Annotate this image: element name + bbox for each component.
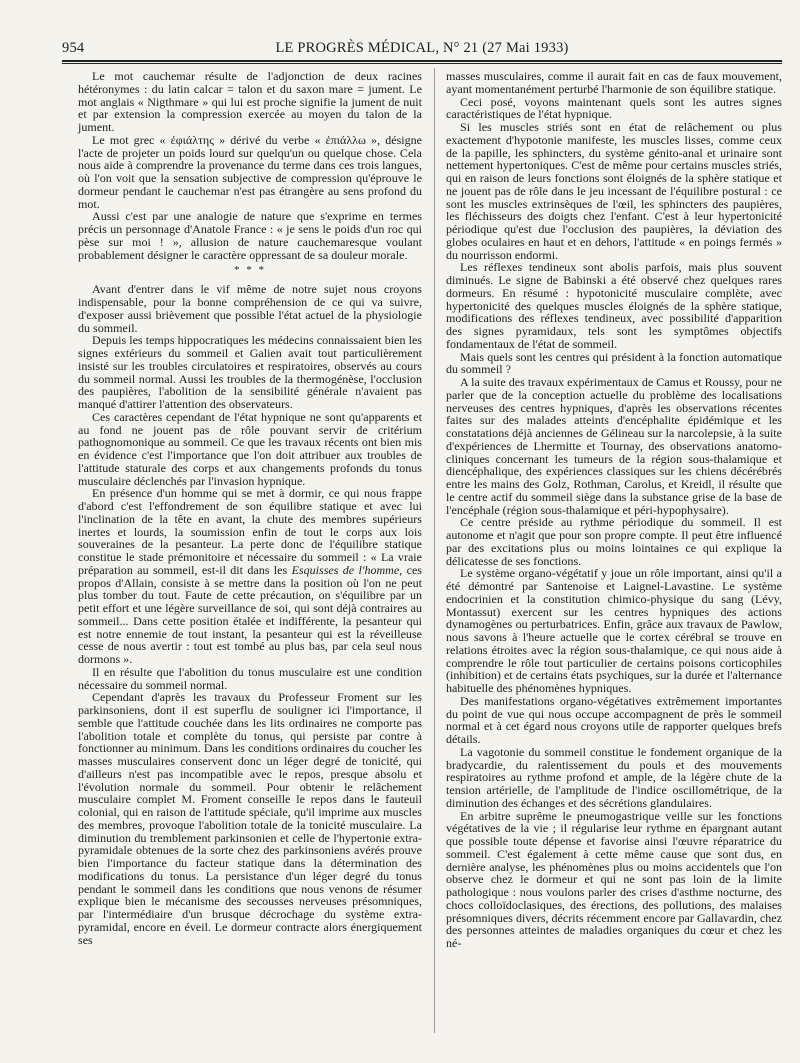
- paragraph-anatole-france: Aussi c'est par une analogie de nature que s'exprime en termes précis un personnage d'Anatole France : « je sens le poids d'un roc qui pèse sur moi ! », allusion de nature cauchemaresque voulant probablement désigner le caractère oppressant de sa douleur morale.: [78, 209, 422, 262]
- paragraph-equilibrium-text: En présence d'un homme qui se met à dormir, ce qui nous frappe d'abord c'est l'effondrement de son équilibre statique et avec lui l'inclination de la tête en avant, la chute des membres supérieurs inertes et lourds, la soumission enfin de tout le corps aux lois souveraines de la pesanteur. La perte donc de l'équilibre statique constitue le stade prémonitoire et nécessaire du sommeil : « La vraie préparation au sommeil, est-il dit dans les: [78, 486, 422, 577]
- paragraph-equilibrium: [78, 487, 422, 666]
- paragraph-other-signs: Ceci posé, voyons maintenant quels sont les autres signes caractéristiques de l'état hypnique.: [446, 94, 782, 122]
- book-title-esquisses: Esquisses de l'homme: [291, 562, 400, 577]
- paragraph-smooth-muscles: Si les muscles striés sont en état de relâchement ou plus exactement d'hypotonie manifeste, les muscles lisses, comme ceux de la papille, les sphincters, du système génito-anal et urinaire sont nettement hypertoniques. C'est de même pour certains muscles striés, qui en raison de leurs fonctions sont éloignés de la sphère statique et ne jouent pas de rôle dans le jeu incessant de l'équilibre postural : ce sont les muscles extrinsèques de l'œil, les sphincters des paupières, les fléchisseurs des doigts chez l'enfant. C'est à leur hypertonicité périodique qu'est due l'occlusion des paupières, la déviation des globes oculaires en haut et en dehors, l'attitude « en poings fermés » du nourrisson endormi.: [446, 120, 782, 262]
- paragraph-etymology-greek: Le mot grec « ἐφιάλτης » dérivé du verbe « ἐπιάλλω », désigne l'acte de projeter un poids lourd sur quelqu'un ou quelque chose. Cela nous aide à comprendre la provenance du terme dans ces trois langues, où l'on voit que la sensation subjective de compression qu'éprouve le dormeur pendant le cauchemar n'est pas étrangère au sens profond du mot.: [78, 132, 422, 211]
- paragraph-rhythm-center: Ce centre préside au rythme périodique du sommeil. Il est autonome et n'agit que pour son propre compte. Il peut être influencé par des excitations plus ou moins lointaines ce qui explique la délicatesse de ses fonctions.: [446, 515, 782, 568]
- page-number: 954: [62, 40, 85, 56]
- column-divider: [434, 68, 435, 1033]
- left-column: [78, 70, 422, 946]
- running-header: [62, 36, 782, 58]
- header-rule-thick: [62, 60, 782, 62]
- paragraph-intro-physiology: Avant d'entrer dans le vif même de notre sujet nous croyons indispensable, pour la bonne compréhension de ce qui va suivre, d'exposer aussi brièvement que possible l'état actuel de la physiologie du sommeil.: [78, 282, 422, 335]
- right-column: [446, 70, 782, 950]
- paragraph-continuation: masses musculaires, comme il aurait fait en cas de faux mouvement, ayant momentanément perturbé l'harmonie de son équilibre statique.: [446, 69, 782, 96]
- paragraph-manifestations: Des manifestations organo-végétatives extrêmement importantes du point de vue qui nous occupe accompagnent de près le sommeil normal et à cet égard nous croyons utile de rapporter quelques brefs détails.: [446, 693, 782, 746]
- paragraph-equilibrium-end: , ces propos d'Allain, consiste à se mettre dans la position où l'on ne peut plus tomber du tout. Faute de cette précaution, on s'équilibre par un petit effort et une légère surveillance de soi, qui sont déjà contraires au sommeil... Dans cette position étalée et indifférente, la pesanteur qui est notre ennemie de tout instant, la pesanteur qui est la réveilleuse cesse de nous avertir : tout est tombé au plus bas, par cela seul nous dormons ».: [78, 562, 422, 666]
- paragraph-tonus-abolition: Il en résulte que l'abolition du tonus musculaire est une condition nécessaire du sommeil normal.: [78, 664, 422, 692]
- header-rule-thin: [62, 63, 782, 64]
- paragraph-localisation: A la suite des travaux expérimentaux de Camus et Roussy, pour ne parler que de la conception actuelle du problème des localisations nerveuses des centres hypniques, d'après les observations récentes faites sur des malades atteints d'encéphalite épidémique et les constatations déjà anciennes de Gélineau sur la narcolepsie, à la suite d'expériences de Lhermitte et Tournay, des observations anatomo-cliniques concernant les tumeurs de la région sous-thalamique et diencéphalique, des expériences classiques sur les chiens décérébrés entre les mains des Golz, Rothman, Carolus, et Kreidl, il résulte que le centre actif du sommeil siège dans la substance grise de la base de l'encéphale (région sous-thalamique et péri-hypophysaire).: [446, 375, 782, 517]
- paragraph-hippocratic: Depuis les temps hippocratiques les médecins connaissaient bien les signes extérieurs du sommeil et Galien avait tout particulièrement insisté sur les troubles circulatoires et respiratoires, observés au cours du sommeil normal. Aussi les troubles de la thermogénèse, l'occlusion des paupières, l'abolition de la sensibilité générale n'avaient pas manqué d'attirer l'attention des observateurs.: [78, 333, 422, 411]
- paragraph-centers-question: Mais quels sont les centres qui président à la fonction automatique du sommeil ?: [446, 349, 782, 377]
- paragraph-etymology-latin: Le mot cauchemar résulte de l'adjonction de deux racines hétéronymes : du latin calcar = talon et du saxon mare = jument. Le mot anglais « Nigthmare » qui lui est proche signifie la jument de nuit et par extension la compression exercée au moyen du talon de la jument.: [78, 69, 422, 134]
- paragraph-reflexes: Les réflexes tendineux sont abolis parfois, mais plus souvent diminués. Le signe de Babinski a été observé chez quelques rares dormeurs. En résumé : hypotonicité musculaire complète, avec hypertonicité des quelques muscles éloignés de la sphère statique, modifications des réflexes tendineux, avec possibilité d'apparition des signes pyramidaux, tels sont les symptômes objectifs fondamentaux de l'état de sommeil.: [446, 260, 782, 351]
- section-separator: * * *: [234, 264, 266, 277]
- paragraph-organo-vegetative: Le système organo-végétatif y joue un rôle important, ainsi qu'il a été démontré par Santenoise et Laignel-Lavastine. Le système endocrinien et la constitution chimico-physique du sang (Lévy, Montassut) exercent sur les centres hypniques des actions dynamogènes ou perturbatrices. Enfin, grâce aux travaux de Pawlow, nous savons à l'heure actuelle que le cortex cérébral se trouve en relations étroites avec la région sous-thalamique, ce qui nous aide à comprendre le rôle tout particulier de certains poisons corticophiles (inhibition) et de certains états psychiques, sur la durée et l'alternance habituelle des phénomènes hypniques.: [446, 566, 782, 695]
- paragraph-hypnic-state: Ces caractères cependant de l'état hypnique ne sont qu'apparents et au fond ne jouent pas de rôle pouvant servir de critérium pathognomonique au sommeil. Ce que les travaux récents ont bien mis en évidence c'est l'importance que l'on doit attribuer aux troubles de l'attitude staturale des corps et aux changements profonds du tonus musculaire déclenchés par l'invasion hypnique.: [78, 409, 422, 488]
- paragraph-froment: Cependant d'après les travaux du Professeur Froment sur les parkinsoniens, dont il est superflu de souligner ici l'importance, il semble que l'attitude couchée dans les lits ordinaires ne comporte pas l'abolition totale et complète du tonus, qui persiste par contre à fonctionner au minimum. Dans les conditions ordinaires du coucher les masses musculaires conservent donc un léger degré de tonicité, qui d'ailleurs n'est pas incompatible avec le repos, presque absolu et l'évolution normale du sommeil. Pour obtenir le relâchement musculaire complet M. Froment conseille le repos dans le fauteuil colonial, qui en raison de l'attitude spéciale, qu'il imprime aux muscles des membres, provoque l'abolition totale de la tonicité musculaire. La diminution du tremblement parkinsonien et celle de l'hypertonie extra-pyramidale obtenues de la sorte chez des parkinsoniens avérés prouve bien l'importance du facteur statique dans la détermination des modifications du tonus. La persistance d'un léger degré du tonus pendant le sommeil dans les conditions que nous venons de résumer explique bien le mécanisme des secousses nerveuses présomniques, par l'intermédiaire d'un brusque décrochage du système extra-pyramidal, encore en éveil. Le dormeur contracte alors énergiquement ses: [78, 690, 422, 947]
- journal-title: LE PROGRÈS MÉDICAL, N° 21 (27 Mai 1933): [275, 40, 569, 56]
- paragraph-pneumogastric: En arbitre suprême le pneumogastrique veille sur les fonctions végétatives de la vie ; il régularise leur rythme en épargnant autant que possible toute dépense et favorise ainsi l'œuvre réparatrice du sommeil. C'est également à cette même cause que sont dus, en dernière analyse, les phénomènes plus ou moins accidentels que l'on observe chez le dormeur et qui ne sont pas loin de la limite pathologique : nous voulons parler des crises d'asthme nocturne, des chocs colloïdoclasiques, des érections, des pollutions, des malaises présomniques divers, décrits récemment encore par Gallavardin, chez des personnes atteintes de maladies organiques du cœur et chez les né-: [446, 808, 782, 950]
- paragraph-vagotonia: La vagotonie du sommeil constitue le fondement organique de la bradycardie, du ralentissement du pouls et des mouvements respiratoires au rythme profond et ample, de la légère chute de la tension artérielle, de l'amplitude de l'indice oscillométrique, de la diminution des échanges et des sécrétions glandulaires.: [446, 744, 782, 810]
